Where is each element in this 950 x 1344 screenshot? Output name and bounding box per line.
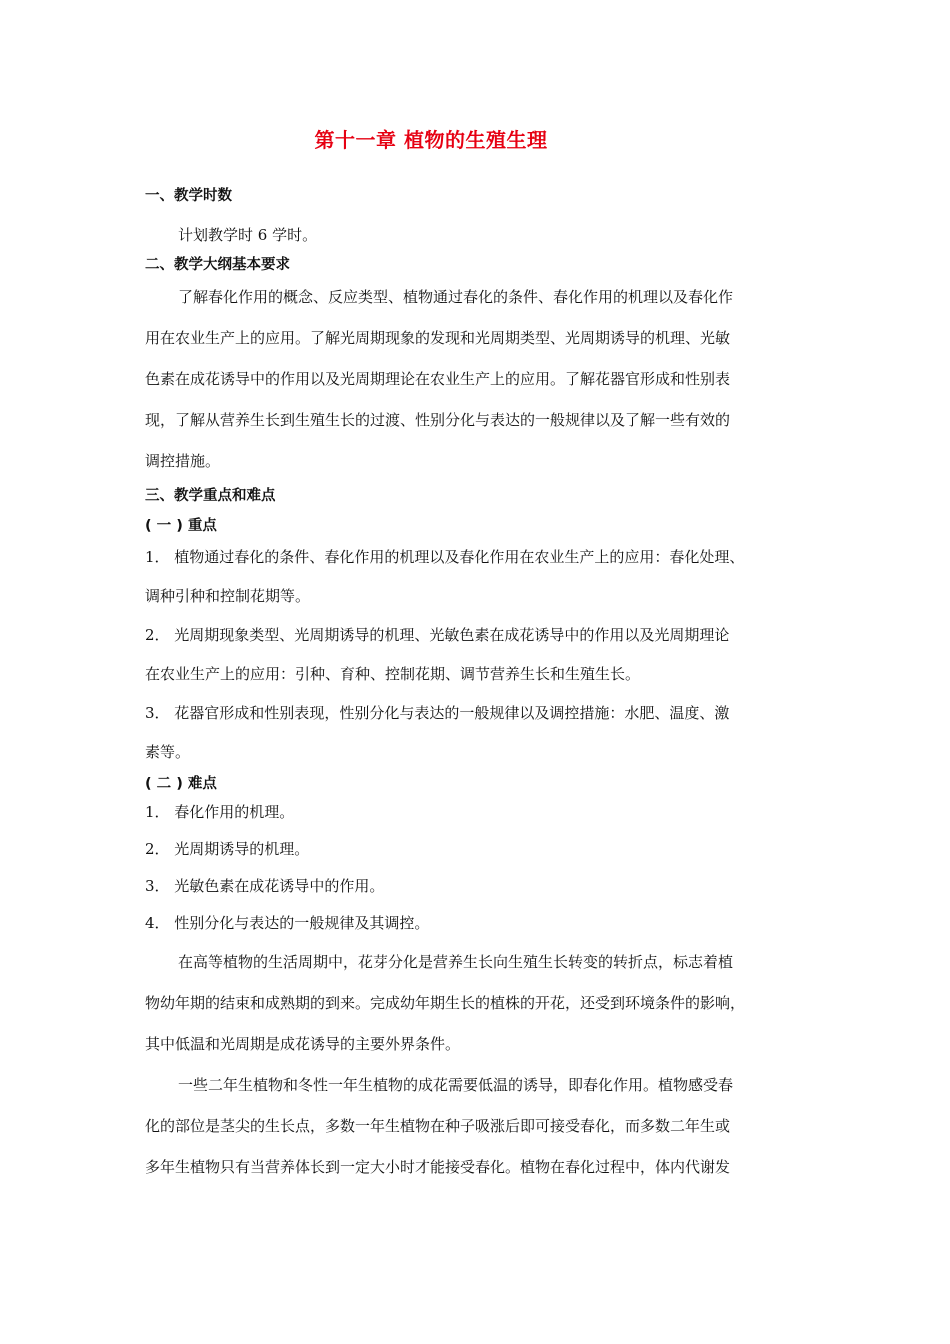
list-item: 3． 光敏色素在成花诱导中的作用。 bbox=[145, 877, 385, 895]
text-line: 用在农业生产上的应用。了解光周期现象的发现和光周期类型、光周期诱导的机理、光敏 bbox=[145, 329, 731, 347]
list-item: 4． 性别分化与表达的一般规律及其调控。 bbox=[145, 914, 430, 932]
list-item-continuation: 在农业生产上的应用：引种、育种、控制花期、调节营养生长和生殖生长。 bbox=[145, 665, 641, 683]
section-heading-key-points-difficulties: 三、教学重点和难点 bbox=[145, 488, 276, 504]
text-line: 现，了解从营养生长到生殖生长的过渡、性别分化与表达的一般规律以及了解一些有效的 bbox=[145, 411, 731, 429]
text-line: 化的部位是茎尖的生长点，多数一年生植物在种子吸涨后即可接受春化，而多数二年生或 bbox=[145, 1117, 731, 1135]
key-points-list bbox=[145, 538, 817, 772]
section-heading-syllabus: 二、教学大纲基本要求 bbox=[145, 257, 290, 273]
subheading-key-points: ( 一 ) 重点 bbox=[145, 518, 217, 534]
list-item: 1． 植物通过春化的条件、春化作用的机理以及春化作用在农业生产上的应用：春化处理、 bbox=[145, 548, 745, 566]
document-content bbox=[145, 186, 817, 1188]
list-item-continuation: 调种引种和控制花期等。 bbox=[145, 587, 311, 605]
text-line: 物幼年期的结束和成熟期的到来。完成幼年期生长的植株的开花，还受到环境条件的影响， bbox=[145, 994, 746, 1012]
text-line: 色素在成花诱导中的作用以及光周期理论在农业生产上的应用。了解花器官形成和性别表 bbox=[145, 370, 731, 388]
teaching-hours-text: 计划教学时 6 学时。 bbox=[178, 226, 318, 244]
list-item: 2． 光周期现象类型、光周期诱导的机理、光敏色素在成花诱导中的作用以及光周期理论 bbox=[145, 626, 730, 644]
text-line: 了解春化作用的概念、反应类型、植物通过春化的条件、春化作用的机理以及春化作 bbox=[178, 288, 734, 306]
text-line: 其中低温和光周期是成花诱导的主要外界条件。 bbox=[145, 1035, 461, 1053]
subheading-difficulties: ( 二 ) 难点 bbox=[145, 776, 217, 792]
body-paragraph bbox=[145, 1065, 817, 1188]
text-line: 调控措施。 bbox=[145, 452, 221, 470]
syllabus-paragraph bbox=[145, 277, 817, 482]
list-item: 1． 春化作用的机理。 bbox=[145, 803, 295, 821]
chapter-title: 第十一章 植物的生殖生理 bbox=[314, 128, 548, 152]
list-item: 3． 花器官形成和性别表现，性别分化与表达的一般规律以及调控措施：水肥、温度、激 bbox=[145, 704, 730, 722]
list-item: 2． 光周期诱导的机理。 bbox=[145, 840, 310, 858]
text-line: 多年生植物只有当营养体长到一定大小时才能接受春化。植物在春化过程中，体内代谢发 bbox=[145, 1158, 731, 1176]
section-heading-teaching-hours: 一、教学时数 bbox=[145, 188, 232, 204]
text-line: 在高等植物的生活周期中，花芽分化是营养生长向生殖生长转变的转折点，标志着植 bbox=[178, 953, 734, 971]
difficulties-list bbox=[145, 794, 817, 942]
text-line: 一些二年生植物和冬性一年生植物的成花需要低温的诱导，即春化作用。植物感受春 bbox=[178, 1076, 734, 1094]
body-paragraph bbox=[145, 942, 817, 1065]
list-item-continuation: 素等。 bbox=[145, 743, 191, 761]
